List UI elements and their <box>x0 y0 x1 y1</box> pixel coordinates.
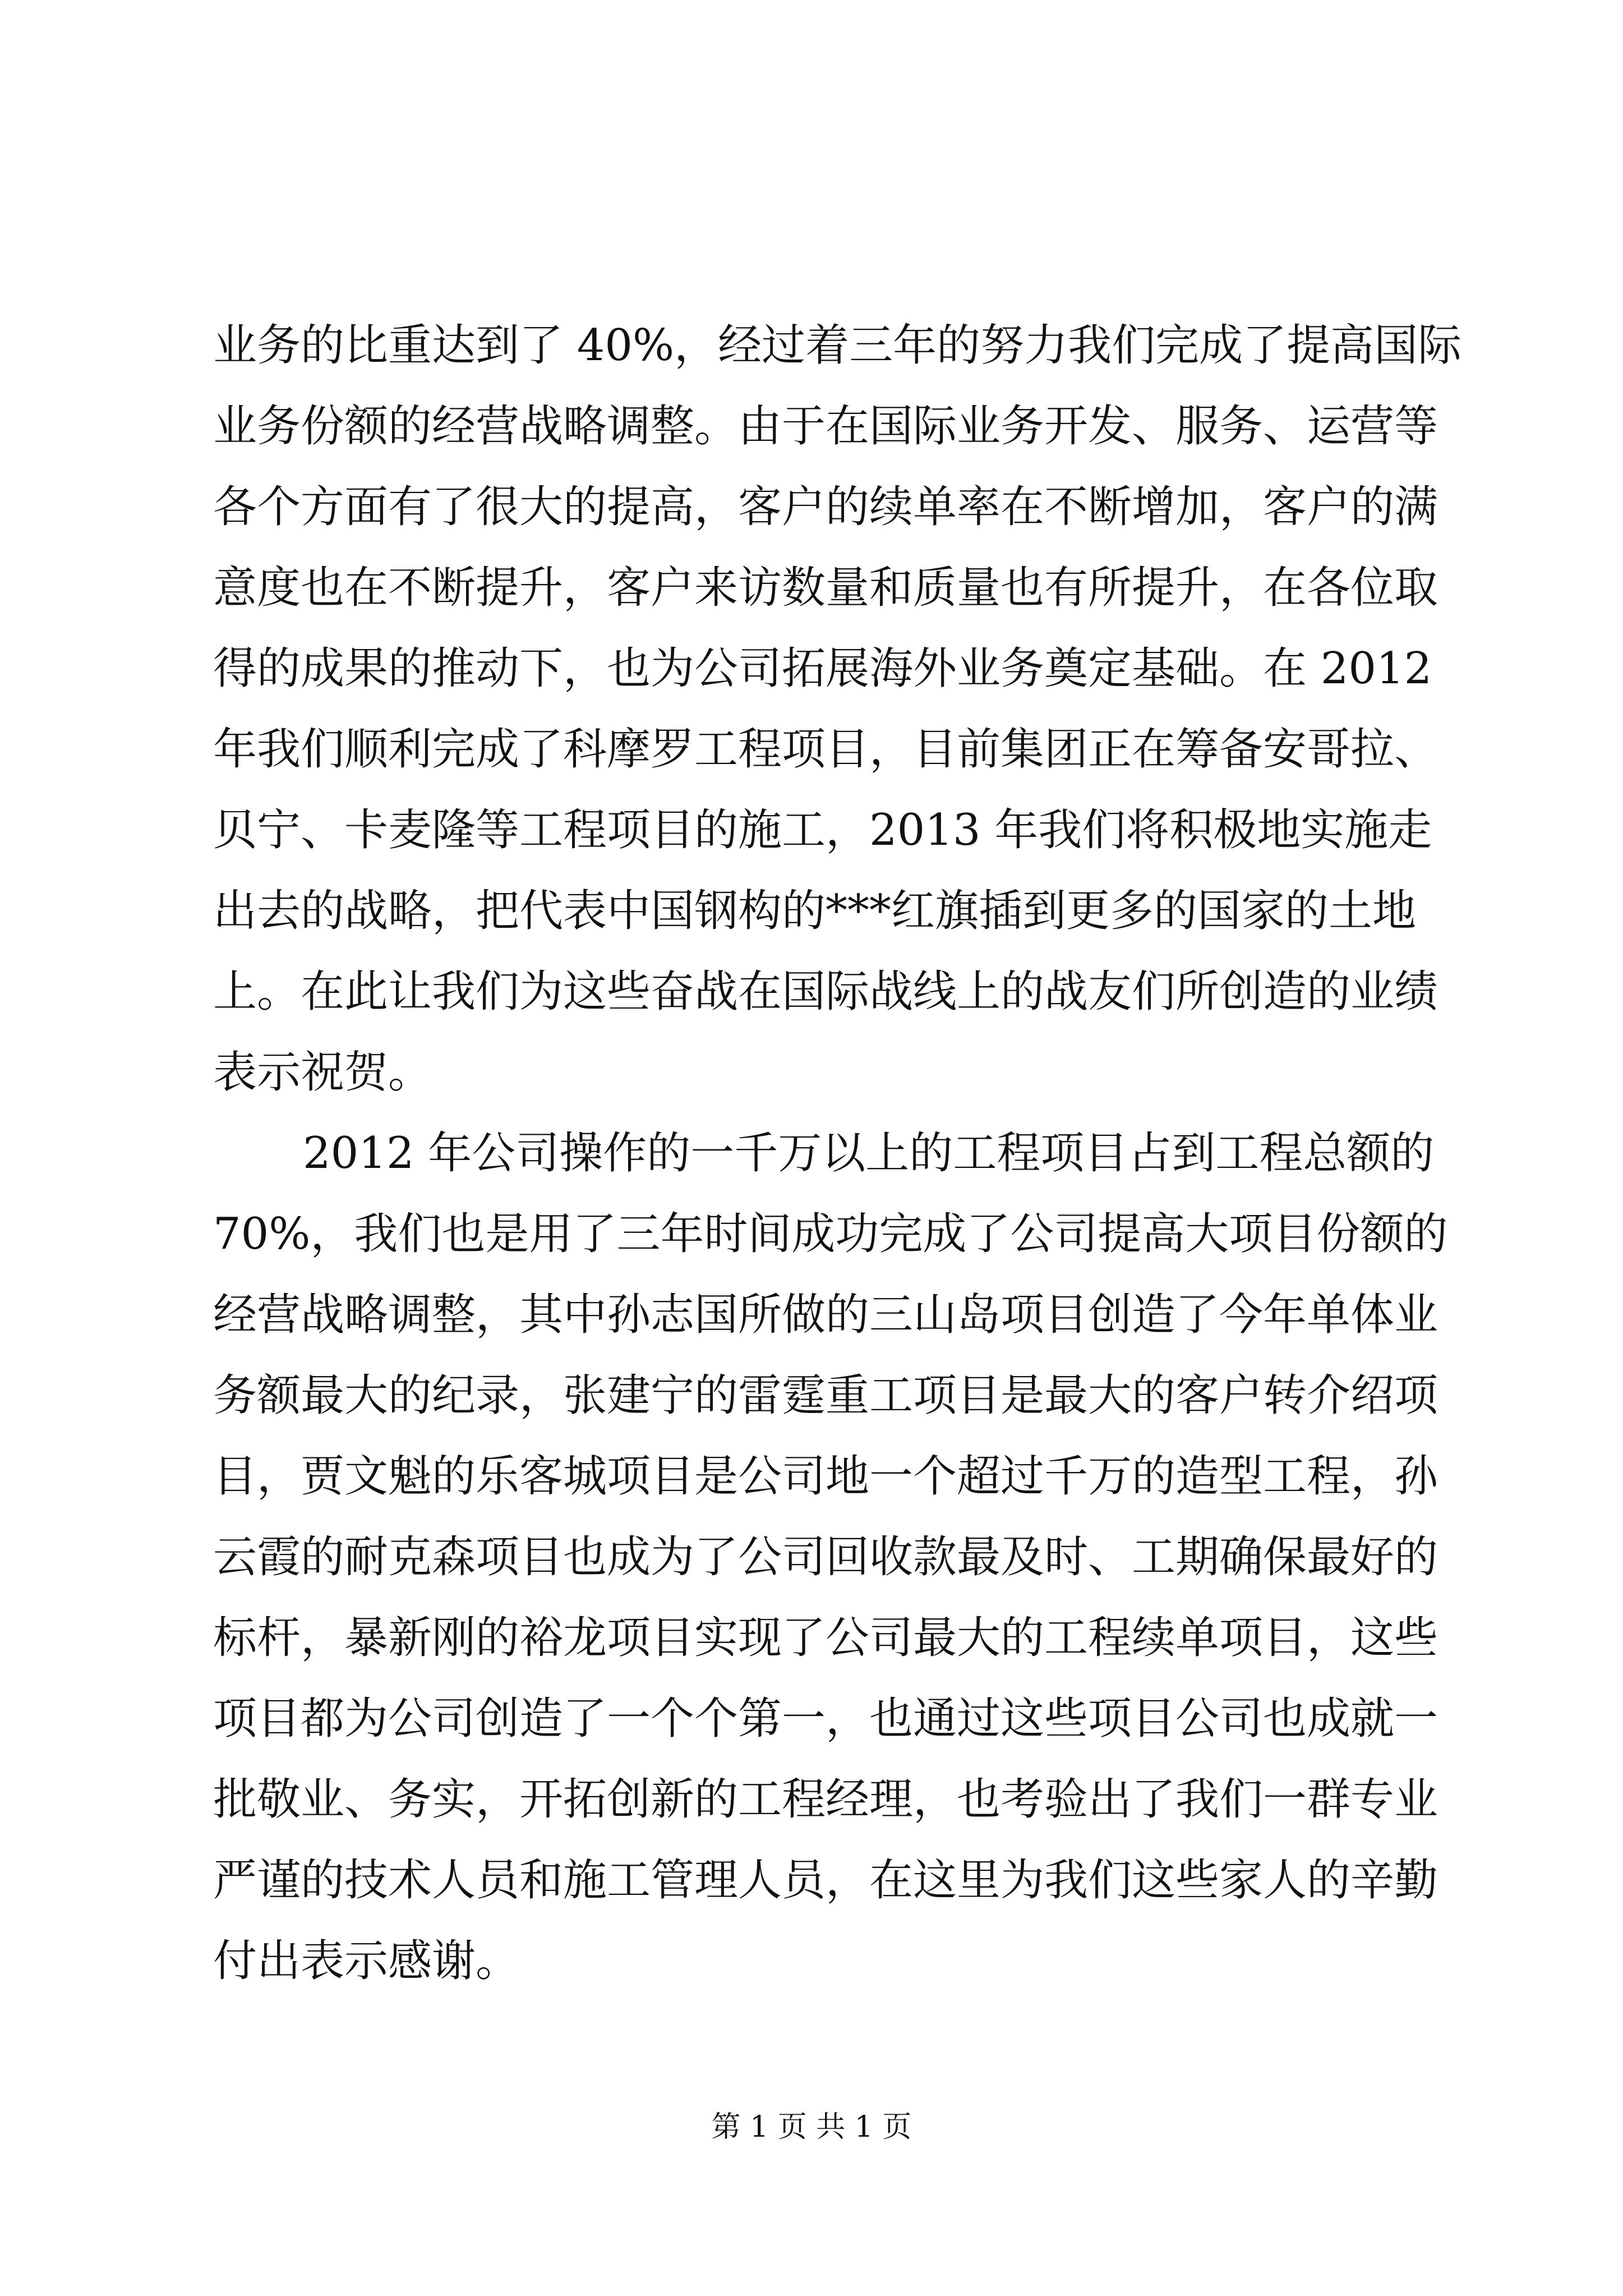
text-line: 70%，我们也是用了三年时间成功完成了公司提高大项目份额的 <box>213 1209 1448 1259</box>
text-line: 上。在此让我们为这些奋战在国际战线上的战友们所创造的业绩 <box>213 967 1438 1017</box>
text-line: 出去的战略，把代表中国钢构的***红旗插到更多的国家的土地 <box>213 886 1417 936</box>
text-line: 目，贾文魁的乐客城项目是公司地一个超过千万的造型工程，孙 <box>213 1451 1438 1502</box>
page-number-footer: 第 1 页 共 1 页 <box>711 2110 912 2144</box>
text-line: 云霞的耐克森项目也成为了公司回收款最及时、工期确保最好的 <box>213 1532 1438 1582</box>
text-line: 严谨的技术人员和施工管理人员，在这里为我们这些家人的辛勤 <box>213 1855 1438 1906</box>
text-line: 年我们顺利完成了科摩罗工程项目，目前集团正在筹备安哥拉、 <box>213 724 1438 775</box>
paragraph-first-line: 2012 年公司操作的一千万以上的工程项目占到工程总额的 <box>303 1128 1435 1179</box>
text-line: 业务份额的经营战略调整。由于在国际业务开发、服务、运营等 <box>213 401 1438 452</box>
text-line: 得的成果的推动下，也为公司拓展海外业务奠定基础。在 2012 <box>213 643 1432 694</box>
text-line: 业务的比重达到了 40%，经过着三年的努力我们完成了提高国际 <box>213 320 1462 371</box>
text-line: 经营战略调整，其中孙志国所做的三山岛项目创造了今年单体业 <box>213 1290 1438 1340</box>
text-line: 批敬业、务实，开拓创新的工程经理，也考验出了我们一群专业 <box>213 1774 1438 1825</box>
text-line: 付出表示感谢。 <box>213 1936 520 1986</box>
text-line: 意度也在不断提升，客户来访数量和质量也有所提升，在各位取 <box>213 563 1438 613</box>
text-line: 贝宁、卡麦隆等工程项目的施工，2013 年我们将积极地实施走 <box>213 805 1432 855</box>
text-line: 各个方面有了很大的提高，客户的续单率在不断增加，客户的满 <box>213 482 1438 532</box>
text-line: 标杆，暴新刚的裕龙项目实现了公司最大的工程续单项目，这些 <box>213 1613 1438 1663</box>
text-line: 表示祝贺。 <box>213 1047 432 1098</box>
text-line: 项目都为公司创造了一个个第一，也通过这些项目公司也成就一 <box>213 1694 1438 1744</box>
text-line: 务额最大的纪录，张建宁的雷霆重工项目是最大的客户转介绍项 <box>213 1370 1438 1421</box>
